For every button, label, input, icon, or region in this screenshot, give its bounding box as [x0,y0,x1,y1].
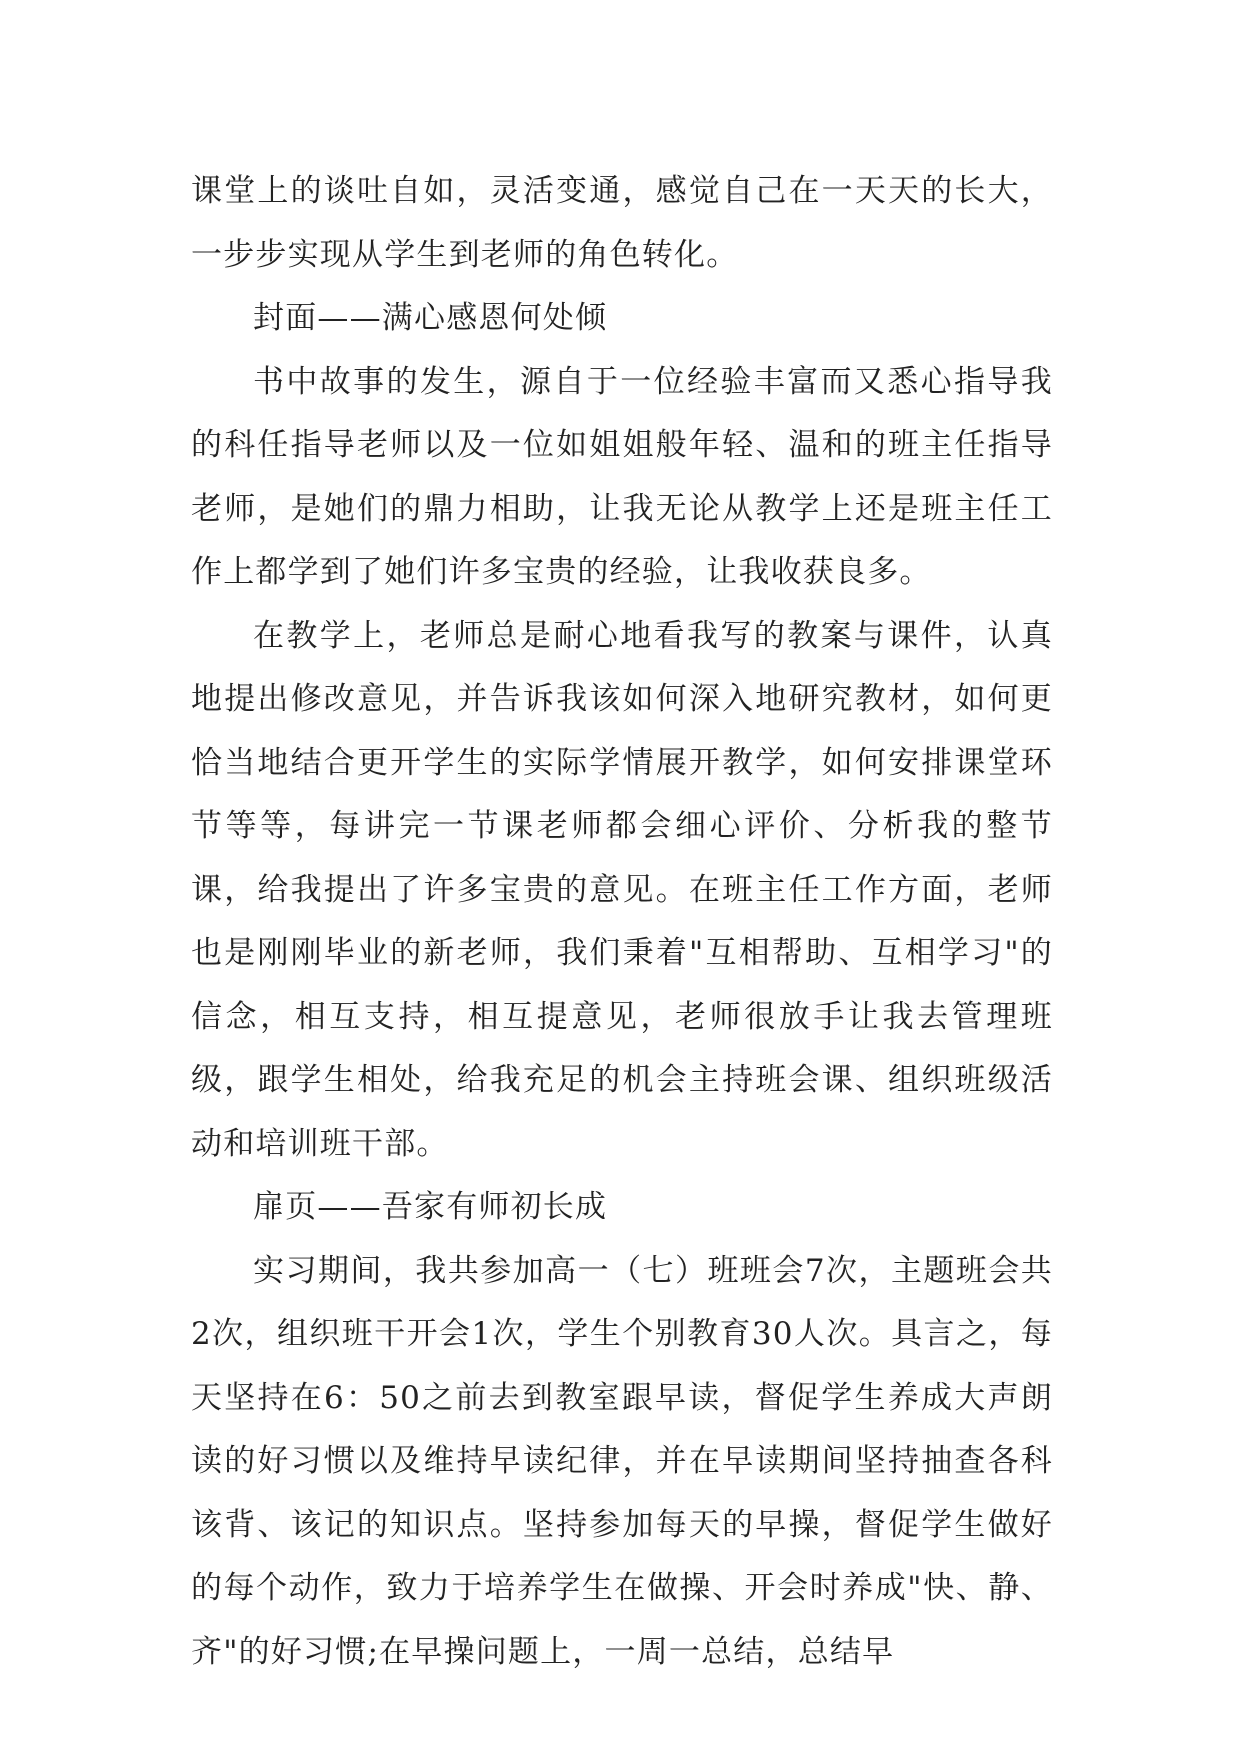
section-heading-title-page: 扉页——吾家有师初长成 [253,1189,608,1225]
section-heading-cover: 封面——满心感恩何处倾 [253,300,608,336]
paragraph-continuation: 课堂上的谈吐自如，灵活变通，感觉自己在一天天的长大，一步步实现从学生到老师的角色转化。 [191,173,1053,273]
paragraph-teaching: 在教学上，老师总是耐心地看我写的教案与课件，认真地提出修改意见，并告诉我该如何深入地研究教材，如何更恰当地结合更开学生的实际学情展开教学，如何安排课堂环节等等，每讲完一节课老师都会细心评价、分析我的整节课，给我提出了许多宝贵的意见。在班主任工作方面，老师也是刚刚毕业的新老师，我们秉着"互相帮助、互相学习"的信念，相互支持，相互提意见，老师很放手让我去管理班级，跟学生相处，给我充足的机会主持班会课、组织班级活动和培训班干部。 [191,617,1053,1162]
paragraph-mentors: 书中故事的发生，源自于一位经验丰富而又悉心指导我的科任指导老师以及一位如姐姐般年轻、温和的班主任指导老师，是她们的鼎力相助，让我无论从教学上还是班主任工作上都学到了她们许多宝贵的经验，让我收获良多。 [191,363,1053,590]
document-body [191,160,1053,1684]
paragraph-internship: 实习期间，我共参加高一（七）班班会7次，主题班会共2次，组织班干开会1次，学生个别教育30人次。具言之，每天坚持在6：50之前去到教室跟早读，督促学生养成大声朗读的好习惯以及维持早读纪律，并在早读期间坚持抽查各科该背、该记的知识点。坚持参加每天的早操，督促学生做好的每个动作，致力于培养学生在做操、开会时养成"快、静、齐"的好习惯;在早操问题上，一周一总结，总结早 [191,1252,1053,1670]
